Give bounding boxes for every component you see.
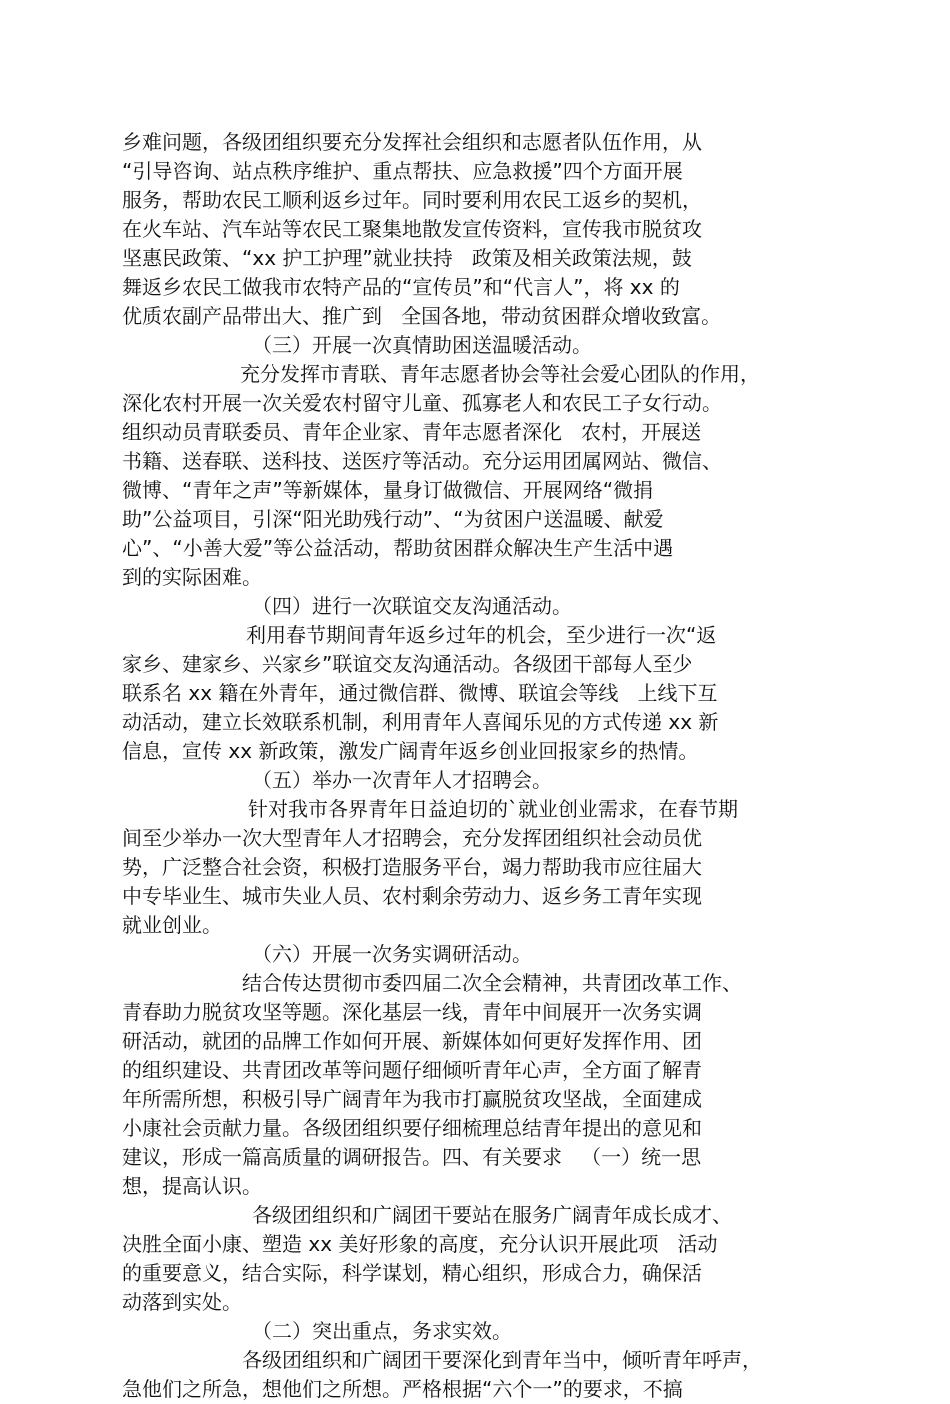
- section-heading: （六）开展一次务实调研活动。: [252, 942, 532, 966]
- text-line: 动落到实处。: [122, 1290, 242, 1314]
- text-line: 中专毕业生、城市失业人员、农村剩余劳动力、返乡务工青年实现: [122, 884, 702, 908]
- text-line: 年所需所想，积极引导广阔青年为我市打赢脱贫攻坚战，全面建成: [122, 1087, 702, 1111]
- text-line: 间至少举办一次大型青年人才招聘会，充分发挥团组织社会动员优: [122, 826, 702, 850]
- text-line: 动活动，建立长效联系机制，利用青年人喜闻乐见的方式传递 xx 新: [122, 710, 719, 734]
- text-line: 服务，帮助农民工顺利返乡过年。同时要利用农民工返乡的契机，: [122, 188, 702, 212]
- section-heading: （四）进行一次联谊交友沟通活动。: [252, 594, 572, 618]
- text-line: 深化农村开展一次关爱农村留守儿童、孤寡老人和农民工子女行动。: [122, 391, 722, 415]
- text-line: 势，广泛整合社会资，积极打造服务平台，竭力帮助我市应往届大: [122, 855, 702, 879]
- text-line: 微博、“青年之声”等新媒体，量身订做微信、开展网络“微捐: [122, 478, 654, 502]
- text-line: “引导咨询、站点秩序维护、重点帮扶、应急救援”四个方面开展: [122, 159, 683, 183]
- text-line: 研活动，就团的品牌工作如何开展、新媒体如何更好发挥作用、团: [122, 1029, 702, 1053]
- text-line: 乡难问题，各级团组织要充分发挥社会组织和志愿者队伍作用，从: [122, 130, 702, 154]
- section-heading: （二）突出重点，务求实效。: [252, 1319, 512, 1343]
- text-line: 心”、“小善大爱”等公益活动，帮助贫困群众解决生产生活中遇: [122, 536, 674, 560]
- paragraph-first-line: 结合传达贯彻市委四届二次全会精神，共青团改革工作、: [242, 971, 742, 995]
- paragraph-first-line: 充分发挥市青联、青年志愿者协会等社会爱心团队的作用，: [240, 362, 760, 386]
- text-line: 决胜全面小康、塑造 xx 美好形象的高度，充分认识开展此项 活动: [122, 1232, 718, 1256]
- document-body: [122, 128, 812, 1404]
- text-line: 青春助力脱贫攻坚等题。深化基层一线，青年中间展开一次务实调: [122, 1000, 702, 1024]
- text-line: 组织动员青联委员、青年企业家、青年志愿者深化 农村，开展送: [122, 420, 702, 444]
- paragraph-first-line: 利用春节期间青年返乡过年的机会，至少进行一次“返: [246, 623, 717, 647]
- text-line: 到的实际困难。: [122, 565, 262, 589]
- section-heading: （三）开展一次真情助困送温暖活动。: [252, 333, 592, 357]
- text-line: 家乡、建家乡、兴家乡”联谊交友沟通活动。各级团干部每人至少: [122, 652, 693, 676]
- text-line: 优质农副产品带出大、推广到 全国各地，带动贫困群众增收致富。: [122, 304, 722, 328]
- text-line: 急他们之所急，想他们之所想。严格根据“六个一”的要求，不搞: [122, 1377, 683, 1401]
- text-line: 就业创业。: [122, 913, 222, 937]
- text-line: 书籍、送春联、送科技、送医疗等活动。充分运用团属网站、微信、: [122, 449, 722, 473]
- text-line: 助”公益项目，引深“阳光助残行动”、“为贫困户送温暖、献爱: [122, 507, 664, 531]
- text-line: 小康社会贡献力量。各级团组织要仔细梳理总结青年提出的意见和: [122, 1116, 702, 1140]
- text-line: 的重要意义，结合实际，科学谋划，精心组织，形成合力，确保活: [122, 1261, 702, 1285]
- text-line: 舞返乡农民工做我市农特产品的“宣传员”和“代言人”，将 xx 的: [122, 275, 680, 299]
- paragraph-first-line: 各级团组织和广阔团干要站在服务广阔青年成长成才、: [252, 1203, 732, 1227]
- text-line: 联系名 xx 籍在外青年，通过微信群、微博、联谊会等线 上线下互: [122, 681, 718, 705]
- text-line: 的组织建设、共青团改革等问题仔细倾听青年心声，全方面了解青: [122, 1058, 702, 1082]
- text-line: 在火车站、汽车站等农民工聚集地散发宣传资料，宣传我市脱贫攻: [122, 217, 702, 241]
- text-line: 坚惠民政策、“xx 护工护理”就业扶持 政策及相关政策法规，鼓: [122, 246, 692, 270]
- paragraph-first-line: 各级团组织和广阔团干要深化到青年当中，倾听青年呼声，: [242, 1348, 762, 1372]
- text-line: 建议，形成一篇高质量的调研报告。四、有关要求 （一）统一思: [122, 1145, 702, 1169]
- section-heading: （五）举办一次青年人才招聘会。: [252, 768, 552, 792]
- paragraph-first-line: 针对我市各界青年日益迫切的`就业创业需求，在春节期: [248, 797, 738, 821]
- text-line: 信息，宣传 xx 新政策，激发广阔青年返乡创业回报家乡的热情。: [122, 739, 699, 763]
- text-line: 想，提高认识。: [122, 1174, 262, 1198]
